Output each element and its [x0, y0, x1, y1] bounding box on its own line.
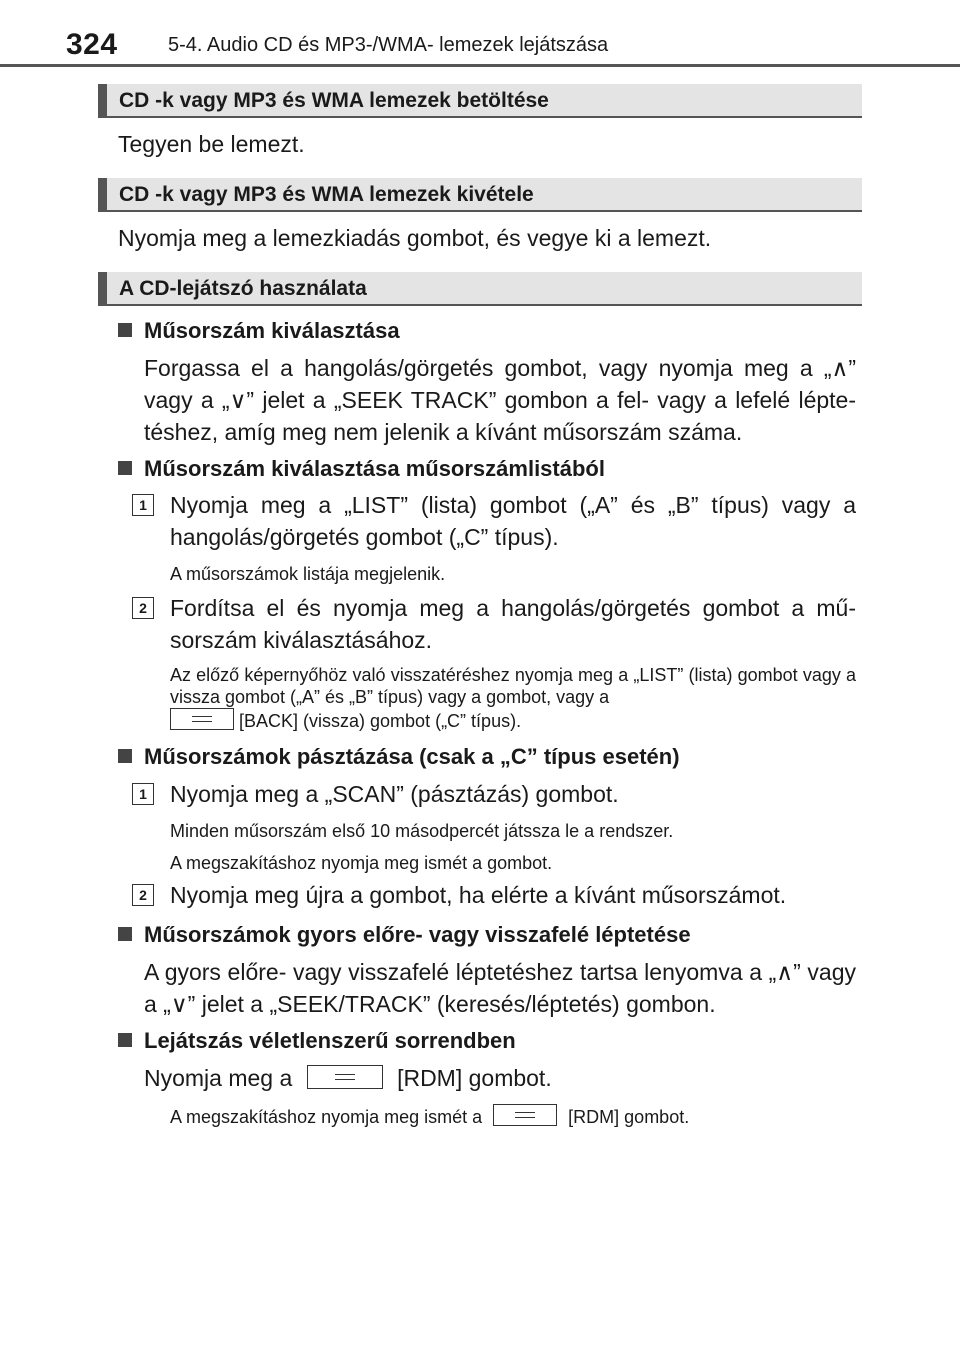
track-list-step-1-note: A műsorszámok listája megjelenik.: [170, 564, 446, 584]
scan-note-2: A megszakításhoz nyomja meg ismét a gombot.: [170, 853, 553, 873]
square-bullet-icon: [118, 1033, 132, 1047]
subheading-fast-seek-text: Műsorszámok gyors előre- vagy visszafelé léptetése: [144, 922, 691, 947]
section-heading-usage: [98, 272, 862, 306]
hardware-key-icon: [307, 1065, 383, 1089]
section-heading-load: [98, 84, 862, 118]
square-bullet-icon: [118, 323, 132, 337]
hardware-key-icon: [493, 1104, 557, 1126]
subheading-fast-seek: [118, 920, 691, 950]
scan-note-1: Minden műsorszám első 10 másodpercét játssza le a rendszer.: [170, 821, 674, 841]
subheading-scan: [118, 742, 680, 772]
square-bullet-icon: [118, 927, 132, 941]
step-number-2: 2: [132, 597, 154, 619]
track-list-step-2-note-text: Az előző képernyőhöz való visszatéréshez nyomja meg a „LIST” (lista) gombot vagy a vissza gombot („A” és „B” típus) vagy a gombot, vagy a: [170, 665, 856, 707]
track-select-body: Forgassa el a hangolás/görgetés gombot, vagy nyomja meg a „∧” vagy a „∨” jelet a „SEEK TRACK” gombon a fel- vagy a lefelé lépte-téshez, amíg meg nem jelenik a kívánt műsorszám száma.: [144, 355, 856, 445]
track-list-step-1: Nyomja meg a „LIST” (lista) gombot („A” és „B” típus) vagy a hangolás/görgetés gombot („C” típus).: [170, 492, 856, 550]
track-list-step-2: Fordítsa el és nyomja meg a hangolás/görgetés gombot a mű-sorszám kiválasztásához.: [170, 595, 856, 653]
random-note: [170, 1104, 689, 1128]
subheading-random-text: Lejátszás véletlenszerű sorrendben: [144, 1028, 516, 1053]
scan-step-2: Nyomja meg újra a gombot, ha elérte a kívánt műsorszámot.: [170, 882, 787, 908]
section-heading-eject-text: CD -k vagy MP3 és WMA lemezek kivétele: [119, 183, 534, 206]
square-bullet-icon: [118, 461, 132, 475]
subheading-random: [118, 1026, 516, 1056]
random-body-text: Nyomja meg a: [144, 1065, 293, 1091]
scan-step-1: Nyomja meg a „SCAN” (pásztázás) gombot.: [170, 781, 619, 807]
subheading-track-list-text: Műsorszám kiválasztása műsorszámlistából: [144, 456, 605, 481]
random-note-text: A megszakításhoz nyomja meg ismét a: [170, 1107, 483, 1127]
subheading-scan-text: Műsorszámok pásztázása (csak a „C” típus esetén): [144, 744, 680, 769]
eject-instruction: Nyomja meg a lemezkiadás gombot, és vegye ki a lemezt.: [118, 225, 712, 251]
section-heading-load-text: CD -k vagy MP3 és WMA lemezek betöltése: [119, 89, 549, 112]
chapter-title: 5-4. Audio CD és MP3-/WMA- lemezek lejátszása: [168, 34, 609, 56]
step-number-2: 2: [132, 884, 154, 906]
section-heading-usage-text: A CD-lejátszó használata: [119, 277, 367, 300]
random-body: [144, 1062, 552, 1094]
subheading-track-select-text: Műsorszám kiválasztása: [144, 318, 400, 343]
subheading-track-list: [118, 454, 605, 484]
load-instruction: Tegyen be lemezt.: [118, 131, 305, 157]
random-note-key-label: [RDM] gombot.: [568, 1107, 690, 1127]
step-number-1: 1: [132, 783, 154, 805]
page-number: 324: [66, 28, 118, 61]
square-bullet-icon: [118, 749, 132, 763]
fast-seek-body: A gyors előre- vagy visszafelé léptetéshez tartsa lenyomva a „∧” vagy a „∨” jelet a „SEEK/TRACK” (keresés/léptetés) gombon.: [144, 959, 856, 1017]
random-body-key-label: [RDM] gombot.: [397, 1065, 552, 1091]
section-heading-eject: [98, 178, 862, 212]
track-list-step-2-note-back: [BACK] (vissza) gombot („C” típus).: [239, 711, 522, 731]
hardware-key-icon: [170, 708, 234, 730]
track-list-step-2-note: [170, 664, 856, 732]
header-divider: [0, 64, 960, 67]
step-number-1: 1: [132, 494, 154, 516]
page-header: [0, 22, 960, 66]
subheading-track-select: [118, 316, 400, 346]
